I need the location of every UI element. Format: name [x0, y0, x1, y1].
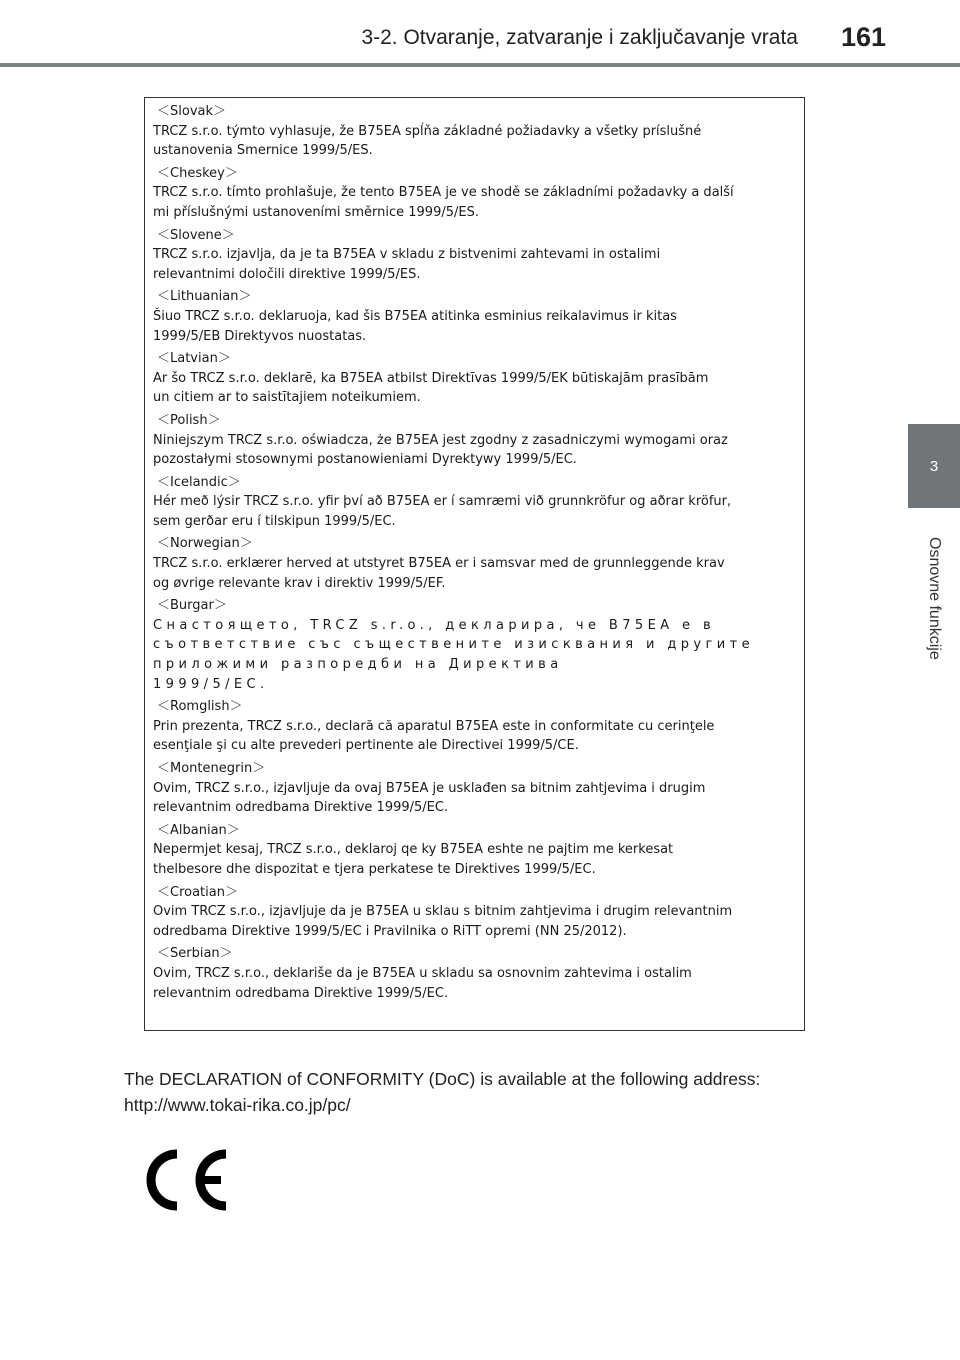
doc-note-text: The DECLARATION of CONFORMITY (DoC) is available at the following address:	[124, 1069, 761, 1089]
doc-url[interactable]: http://www.tokai-rika.co.jp/pc/	[124, 1095, 351, 1115]
declaration-text: Hér með lýsir TRCZ s.r.o. yfir því að B75EA er í samræmi við grunnkröfur og aðrar kröfur, sem gerðar eru í tilskipun 1999/5/EC.	[153, 494, 732, 529]
header-divider	[0, 63, 960, 67]
chapter-tab-label	[908, 516, 960, 680]
language-heading: ＜Montenegrin＞	[157, 761, 266, 776]
declaration-cheskey	[153, 164, 798, 223]
declaration-text: Ovim, TRCZ s.r.o., deklariše da je B75EA u skladu sa osnovnim zahtevima i ostalim relevantnim odredbama Direktive 1999/5/EC.	[153, 965, 692, 1001]
declaration-slovak	[153, 102, 798, 161]
language-heading: ＜Albanian＞	[157, 822, 240, 838]
language-heading: ＜Lithuanian＞	[157, 289, 252, 305]
declaration-albanian	[153, 821, 798, 880]
language-heading: ＜Slovak＞	[157, 104, 227, 119]
declaration-text: TRCZ s.r.o. erklærer herved at utstyret B75EA er i samsvar med de grunnleggende krav og øvrige relevante krav i direktiv 1999/5/EF.	[153, 556, 725, 591]
declaration-text: Nepermjet kesaj, TRCZ s.r.o., deklaroj qe ky B75EA eshte ne pajtim me kerkesat thelbesore dhe dispozitat e tjera perkatese te Direktives 1999/5/EC.	[153, 842, 674, 877]
declaration-text: Ar šo TRCZ s.r.o. deklarē, ka B75EA atbilst Direktīvas 1999/5/EK būtiskajām prasībām un citiem ar to saistītajiem noteikumiem.	[153, 370, 709, 406]
declaration-serbian	[153, 944, 798, 1003]
chapter-tab-number[interactable]: 3	[908, 424, 960, 508]
page-number: 161	[840, 22, 886, 52]
language-heading: ＜Polish＞	[157, 412, 221, 428]
language-heading: ＜Norwegian＞	[157, 536, 253, 552]
chapter-tab-label-text: Osnovne funkcije	[926, 536, 943, 660]
declaration-montenegrin	[153, 759, 798, 818]
declaration-text: Niniejszym TRCZ s.r.o. oświadcza, że B75EA jest zgodny z zasadniczymi wymogami oraz pozostałymi stosownymi postanowieniami Dyrektywy 1999/5/EC.	[153, 432, 728, 468]
declaration-text: Prin prezenta, TRCZ s.r.o., declară că aparatul B75EA este in conformitate cu cerinţele esenţiale şi cu alte prevederi pertinente ale Directivei 1999/5/CE.	[153, 718, 715, 754]
declaration-text: Снастоящето, TRCZ s.r.o., декларира, че B75EA е в съответствие със съществените изисквания и другите приложими разпоредби на Директива 1999/5/ЕС.	[153, 617, 754, 692]
declaration-slovene	[153, 226, 798, 285]
declaration-norwegian	[153, 534, 798, 593]
section-title: 3-2. Otvaranje, zatvaranje i zaključavanje vrata	[361, 26, 798, 49]
language-heading: ＜Burgar＞	[157, 598, 227, 614]
language-heading: ＜Slovene＞	[157, 227, 235, 243]
declaration-text: Šiuo TRCZ s.r.o. deklaruoja, kad šis B75EA atitinka esminius reikalavimus ir kitas 1999/5/EB Direktyvos nuostatas.	[153, 308, 677, 344]
declaration-text: TRCZ s.r.o. týmto vyhlasuje, že B75EA spĺňa základné požiadavky a všetky príslušné ustanovenia Smernice 1999/5/ES.	[153, 123, 702, 159]
declaration-latvian	[153, 349, 798, 408]
doc-availability-note	[124, 1066, 844, 1118]
declaration-icelandic	[153, 473, 798, 532]
declarations-box	[144, 97, 805, 1031]
language-heading: ＜Croatian＞	[157, 884, 238, 900]
language-heading: ＜Cheskey＞	[157, 165, 238, 181]
declaration-croatian	[153, 883, 798, 942]
declaration-bulgarian	[153, 596, 798, 694]
language-heading: ＜Latvian＞	[157, 351, 231, 367]
language-heading: ＜Serbian＞	[157, 946, 233, 962]
declaration-text: TRCZ s.r.o. tímto prohlašuje, že tento B75EA je ve shodě se základními požadavky a další mi příslušnými ustanoveními směrnice 1999/5/ES.	[153, 185, 734, 220]
language-heading: ＜Icelandic＞	[157, 474, 241, 490]
declaration-text: Ovim TRCZ s.r.o., izjavljuje da je B75EA u sklau s bitnim zahtjevima i drugim relevantnim odredbama Direktive 1999/5/EC i Pravilnika o RiTT opremi (NN 25/2012).	[153, 904, 733, 939]
declaration-romanian	[153, 697, 798, 756]
declaration-text: Ovim, TRCZ s.r.o., izjavljuje da ovaj B75EA je usklađen sa bitnim zahtjevima i drugim relevantnim odredbama Direktive 1999/5/EC.	[153, 780, 706, 816]
ce-mark-icon	[135, 1148, 231, 1212]
language-heading: ＜Romglish＞	[157, 699, 243, 715]
declaration-text: TRCZ s.r.o. izjavlja, da je ta B75EA v skladu z bistvenimi zahtevami in ostalimi relevantnimi določili direktive 1999/5/ES.	[153, 247, 661, 282]
declaration-lithuanian	[153, 287, 798, 346]
declaration-polish	[153, 411, 798, 470]
